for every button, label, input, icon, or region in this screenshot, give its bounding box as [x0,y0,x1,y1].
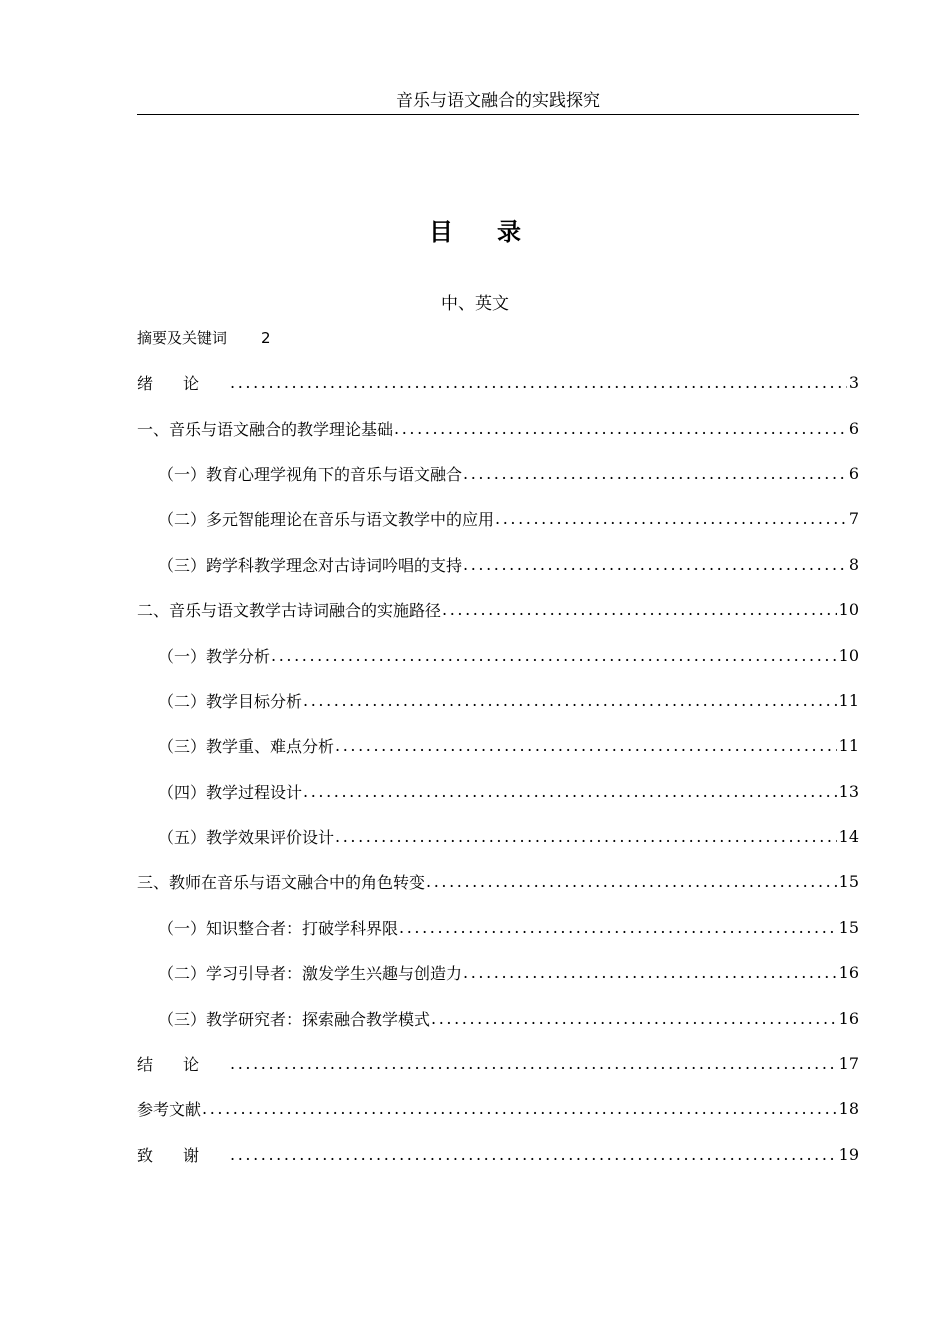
toc-entry[interactable] [137,1086,859,1131]
dot-leader [495,509,847,528]
toc-entry-label: （二）学习引导者：激发学生兴趣与创造力 [158,964,463,984]
dot-leader [394,419,847,438]
dot-leader [271,646,837,665]
toc-entry[interactable] [137,451,859,496]
dot-leader [335,827,837,846]
dot-leader [303,782,837,801]
toc-entry[interactable] [137,360,859,405]
toc-entry[interactable] [137,678,859,723]
toc-entry-label: 一、音乐与语文融合的教学理论基础 [137,419,394,439]
toc-entry-label: （一）教学分析 [158,646,271,666]
toc-entry-page-number: 7 [848,509,859,529]
toc-entry[interactable] [137,859,859,904]
toc-entry[interactable] [137,496,859,541]
toc-entry[interactable] [137,950,859,995]
toc-entry-page-number: 19 [838,1144,859,1164]
toc-entry-page-number: 3 [848,373,859,393]
toc-entry-label: （三）教学研究者：探索融合教学模式 [158,1009,431,1029]
toc-entry-page-number: 17 [838,1054,859,1074]
dot-leader [399,918,837,937]
toc-entry-label: （一）知识整合者：打破学科界限 [158,918,399,938]
toc-entry[interactable] [137,769,859,814]
toc-entry-page-number: 10 [838,645,859,665]
dot-leader [303,691,837,710]
running-header: 音乐与语文融合的实践探究 [137,88,859,115]
toc-entry-page-number: 15 [838,917,859,937]
toc-entry-page-number: 11 [838,690,859,710]
abstract-page-number: 2 [261,329,271,347]
toc-entry[interactable] [137,814,859,859]
toc-entry[interactable] [137,632,859,677]
toc-entry[interactable] [137,1132,859,1177]
toc-entry-label: 致谢 [137,1145,230,1165]
toc-entry-page-number: 13 [838,781,859,801]
dot-leader [230,1145,837,1164]
toc-title: 目录 [429,218,565,246]
dot-leader [230,1054,837,1073]
toc-entry-page-number: 14 [838,827,859,847]
toc-entry-page-number: 16 [838,963,859,983]
toc-entry-label: 三、教师在音乐与语文融合中的角色转变 [137,873,426,893]
toc-entry[interactable] [137,1041,859,1086]
abstract-entry[interactable] [137,326,271,350]
dot-leader [463,963,837,982]
toc-entry[interactable] [137,905,859,950]
toc-entry[interactable] [137,723,859,768]
toc-entry-page-number: 6 [848,418,859,438]
toc-entry-label: 结论 [137,1055,230,1075]
toc-entry-label: （一）教育心理学视角下的音乐与语文融合 [158,464,463,484]
toc-entry-page-number: 10 [838,600,859,620]
dot-leader [463,555,847,574]
dot-leader [202,1099,837,1118]
toc-entry-page-number: 11 [838,736,859,756]
toc-entry-label: （三）教学重、难点分析 [158,737,335,757]
toc-entry[interactable] [137,995,859,1040]
dot-leader [431,1009,837,1028]
toc-entry-label: （四）教学过程设计 [158,782,303,802]
toc-list [137,360,859,1177]
dot-leader [463,464,847,483]
dot-leader [230,373,847,392]
toc-entry-page-number: 8 [848,554,859,574]
toc-subtitle: 中、英文 [441,294,509,314]
toc-entry-label: 参考文献 [137,1100,202,1120]
toc-entry[interactable] [137,542,859,587]
toc-entry-label: （三）跨学科教学理念对古诗词吟唱的支持 [158,555,463,575]
toc-entry-label: （五）教学效果评价设计 [158,828,335,848]
toc-entry-page-number: 15 [838,872,859,892]
toc-entry-label: 绪论 [137,374,230,394]
abstract-label: 摘要及关键词 [137,329,228,347]
dot-leader [442,600,837,619]
toc-entry-page-number: 18 [838,1099,859,1119]
toc-entry-page-number: 16 [838,1008,859,1028]
toc-entry-label: （二）多元智能理论在音乐与语文教学中的应用 [158,510,495,530]
toc-entry[interactable] [137,587,859,632]
toc-entry-page-number: 6 [848,463,859,483]
toc-entry[interactable] [137,405,859,450]
toc-entry-label: 二、音乐与语文教学古诗词融合的实施路径 [137,601,442,621]
dot-leader [426,872,837,891]
toc-entry-label: （二）教学目标分析 [158,691,303,711]
dot-leader [335,736,837,755]
